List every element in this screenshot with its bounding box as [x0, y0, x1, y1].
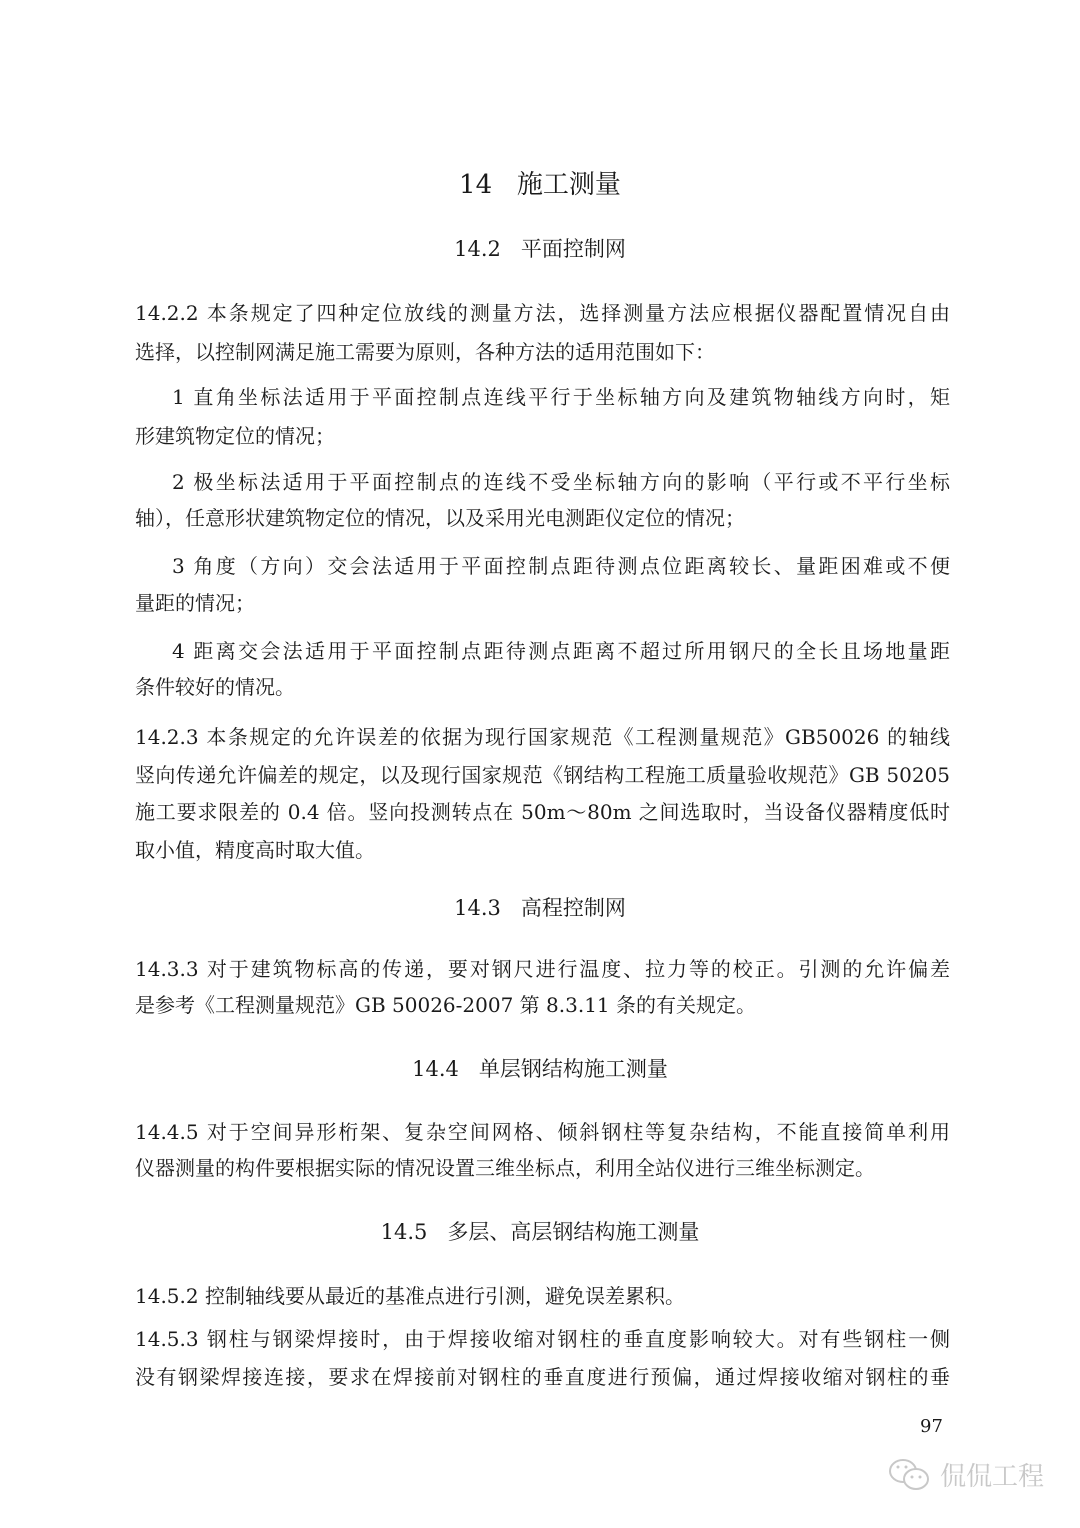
page-number: 97 [920, 1416, 943, 1437]
section-heading: 14.2 平面控制网 [454, 237, 626, 261]
text-line: 没有钢梁焊接连接，要求在焊接前对钢柱的垂直度进行预偏，通过焊接收缩对钢柱的垂 [135, 1365, 950, 1389]
text-line: 3 角度（方向）交会法适用于平面控制点距待测点位距离较长、量距困难或不便 [172, 554, 950, 578]
text-line: 竖向传递允许偏差的规定，以及现行国家规范《钢结构工程施工质量验收规范》GB 50205 [135, 762, 950, 787]
text-line: 量距的情况； [135, 591, 255, 615]
text-line: 2 极坐标法适用于平面控制点的连线不受坐标轴方向的影响（平行或不平行坐标 [172, 470, 950, 494]
section-heading: 14.3 高程控制网 [454, 896, 626, 920]
text-line: 施工要求限差的 0.4 倍。竖向投测转点在 50m～80m 之间选取时，当设备仪器精度低时 [135, 800, 950, 825]
section-heading: 14.4 单层钢结构施工测量 [412, 1057, 668, 1081]
watermark-text: 侃侃工程 [940, 1462, 1045, 1492]
text-line: 取小值，精度高时取大值。 [135, 838, 375, 863]
text-line: 1 直角坐标法适用于平面控制点连线平行于坐标轴方向及建筑物轴线方向时，矩 [172, 385, 950, 409]
text-line: 14.5.2 控制轴线要从最近的基准点进行引测，避免误差累积。 [135, 1284, 685, 1308]
text-line: 仪器测量的构件要根据实际的情况设置三维坐标点，利用全站仪进行三维坐标测定。 [135, 1156, 875, 1180]
text-line: 14.2.3 本条规定的允许误差的依据为现行国家规范《工程测量规范》GB50026 的轴线 [135, 725, 950, 749]
wechat-icon [888, 1458, 932, 1492]
text-line: 14.2.2 本条规定了四种定位放线的测量方法，选择测量方法应根据仪器配置情况自由 [135, 301, 950, 325]
text-line: 是参考《工程测量规范》GB 50026-2007 第 8.3.11 条的有关规定。 [135, 993, 756, 1017]
text-line: 形建筑物定位的情况； [135, 424, 335, 448]
text-line: 条件较好的情况。 [135, 675, 295, 699]
text-line: 14.4.5 对于空间异形桁架、复杂空间网格、倾斜钢柱等复杂结构，不能直接简单利用 [135, 1120, 950, 1144]
text-line: 选择，以控制网满足施工需要为原则，各种方法的适用范围如下： [135, 340, 715, 364]
text-line: 14.5.3 钢柱与钢梁焊接时，由于焊接收缩对钢柱的垂直度影响较大。对有些钢柱一侧 [135, 1327, 950, 1351]
text-line: 14.3.3 对于建筑物标高的传递，要对钢尺进行温度、拉力等的校正。引测的允许偏差 [135, 957, 950, 981]
text-line: 4 距离交会法适用于平面控制点距待测点距离不超过所用钢尺的全长且场地量距 [172, 639, 950, 663]
chapter-title: 14 施工测量 [459, 170, 621, 200]
section-heading: 14.5 多层、高层钢结构施工测量 [380, 1220, 700, 1244]
watermark [888, 1456, 1044, 1493]
text-line: 轴），任意形状建筑物定位的情况，以及采用光电测距仪定位的情况； [135, 506, 745, 530]
